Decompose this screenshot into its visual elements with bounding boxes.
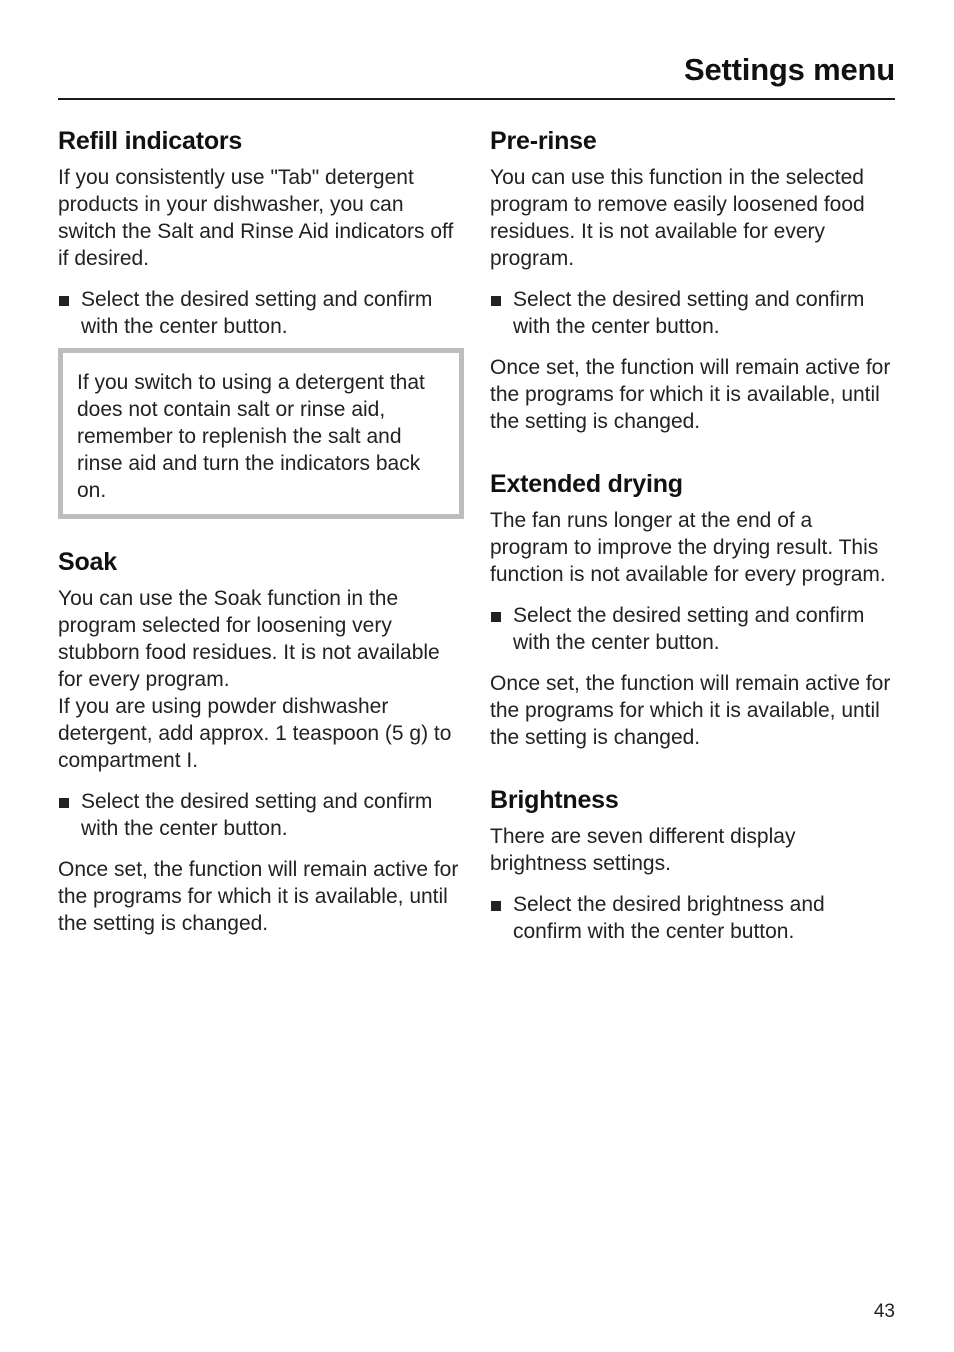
section-heading-pre-rinse: Pre-rinse — [490, 127, 597, 155]
page-title: Settings menu — [684, 52, 895, 87]
prerinse-after-text: Once set, the function will remain active for the programs for which it is available, until the setting is changed. — [490, 356, 891, 433]
refill-bullet-text: Select the desired setting and confirm with the center button. — [81, 288, 433, 338]
prerinse-bullet-text: Select the desired setting and confirm with the center button. — [513, 288, 865, 338]
section-heading-extended-drying: Extended drying — [490, 470, 683, 498]
brightness-bullet-text: Select the desired brightness and confirm with the center button. — [513, 893, 825, 943]
brightness-bullet-item — [490, 891, 896, 945]
page-header — [58, 50, 895, 100]
square-bullet-icon — [491, 296, 501, 306]
prerinse-bullet-item — [490, 286, 896, 340]
extended-bullet-text: Select the desired setting and confirm with the center button. — [513, 604, 865, 654]
extended-after-text: Once set, the function will remain active for the programs for which it is available, until the setting is changed. — [490, 672, 891, 749]
refill-bullet-item — [58, 286, 464, 340]
section-brightness — [490, 783, 896, 945]
soak-body-2: If you are using powder dishwasher detergent, add approx. 1 teaspoon (5 g) to compartment I. — [58, 695, 452, 772]
left-column — [58, 124, 464, 937]
right-column — [490, 124, 896, 945]
refill-note-text: If you switch to using a detergent that does not contain salt or rinse aid, remember to replenish the salt and rinse aid and turn the indicators back on. — [77, 371, 425, 502]
section-extended-drying — [490, 467, 896, 751]
square-bullet-icon — [59, 296, 69, 306]
square-bullet-icon — [59, 798, 69, 808]
soak-after-text: Once set, the function will remain active for the programs for which it is available, until the setting is changed. — [58, 858, 459, 935]
section-heading-refill-indicators: Refill indicators — [58, 127, 243, 155]
section-refill-indicators — [58, 124, 464, 519]
square-bullet-icon — [491, 901, 501, 911]
refill-body: If you consistently use "Tab" detergent products in your dishwasher, you can switch the Salt and Rinse Aid indicators off if desired. — [58, 166, 454, 270]
soak-bullet-item — [58, 788, 464, 842]
page-number: 43 — [873, 1301, 895, 1322]
prerinse-body: You can use this function in the selected program to remove easily loosened food residues. It is not available for every program. — [490, 166, 865, 270]
extended-body: The fan runs longer at the end of a program to improve the drying result. This function is not available for every program. — [490, 509, 886, 586]
square-bullet-icon — [491, 612, 501, 622]
soak-body-1: You can use the Soak function in the program selected for loosening very stubborn food residues. It is not available for every program. — [58, 587, 440, 691]
section-heading-soak: Soak — [58, 548, 117, 576]
soak-bullet-text: Select the desired setting and confirm with the center button. — [81, 790, 433, 840]
section-pre-rinse — [490, 124, 896, 435]
section-soak — [58, 545, 464, 937]
refill-note-box — [58, 348, 464, 519]
brightness-body: There are seven different display brightness settings. — [490, 825, 796, 875]
section-heading-brightness: Brightness — [490, 786, 619, 814]
extended-bullet-item — [490, 602, 896, 656]
